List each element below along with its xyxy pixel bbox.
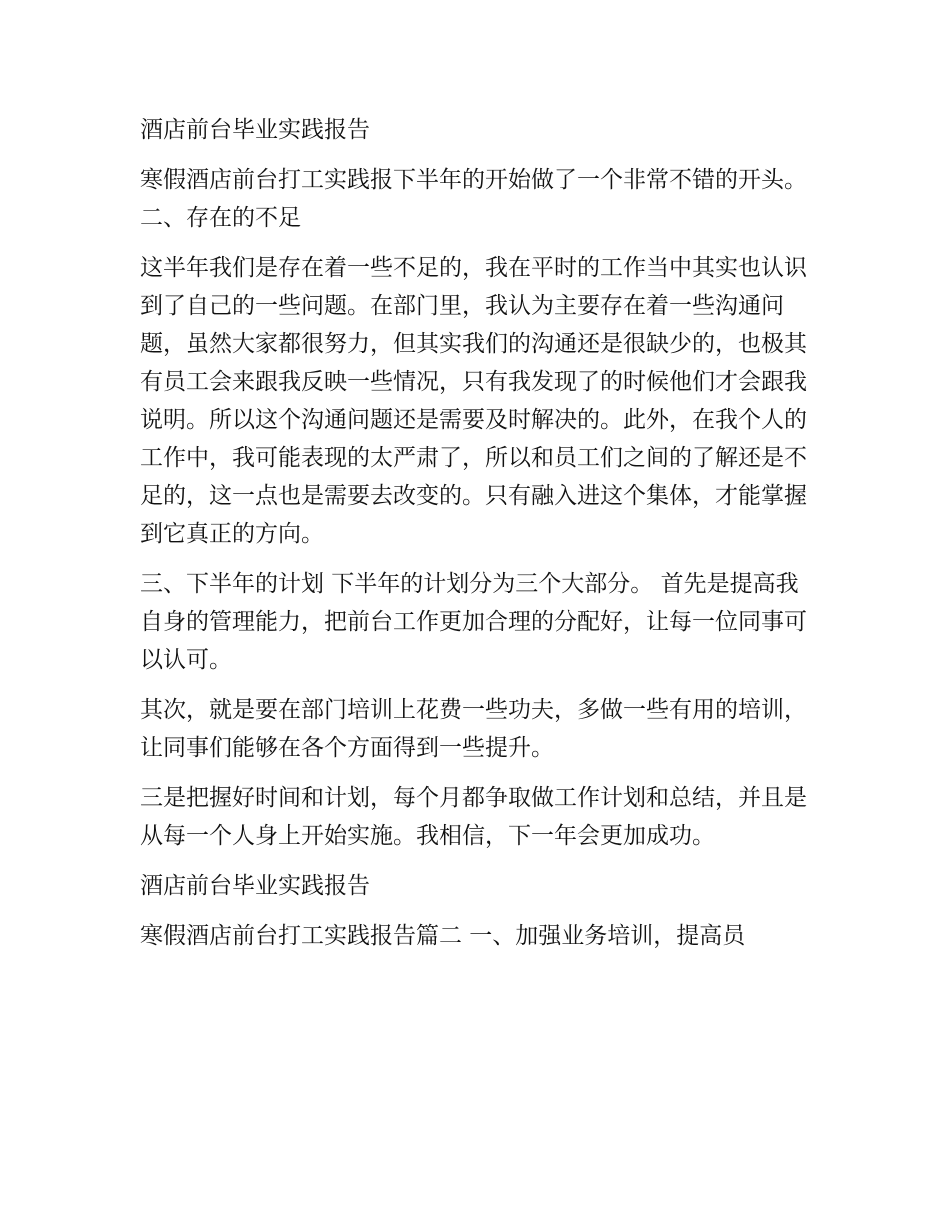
paragraph: 其次，就是要在部门培训上花费一些功夫，多做一些有用的培训，让同事们能够在各个方面得到一些提升。 (140, 697, 807, 761)
paragraph: 寒假酒店前台打工实践报告篇二 一、加强业务培训，提高员 (140, 923, 746, 949)
document-title: 酒店前台毕业实践报告 (140, 117, 370, 143)
paragraph: 这半年我们是存在着一些不足的，我在平时的工作当中其实也认识到了自己的一些问题。在部门里，我认为主要存在着一些沟通问题，虽然大家都很努力，但其实我们的沟通还是很缺少的，也极其有员工会来跟我反映一些情况，只有我发现了的时候他们才会跟我说明。所以这个沟通问题还是需要及时解决的。此外，在我个人的工作中，我可能表现的太严肃了，所以和员工们之间的了解还是不足的，这一点也是需要去改变的。只有融入进这个集体，才能掌握到它真正的方向。 (140, 255, 807, 547)
paragraph: 三、下半年的计划 下半年的计划分为三个大部分。 首先是提高我自身的管理能力，把前台工作更加合理的分配好，让每一位同事可以认可。 (140, 571, 807, 673)
section-heading: 酒店前台毕业实践报告 (140, 873, 370, 899)
document-body (140, 111, 820, 967)
paragraph: 三是把握好时间和计划，每个月都争取做工作计划和总结，并且是从每一个人身上开始实施。我相信，下一年会更加成功。 (140, 785, 807, 849)
paragraph: 寒假酒店前台打工实践报下半年的开始做了一个非常不错的开头。 二、存在的不足 (140, 167, 815, 231)
